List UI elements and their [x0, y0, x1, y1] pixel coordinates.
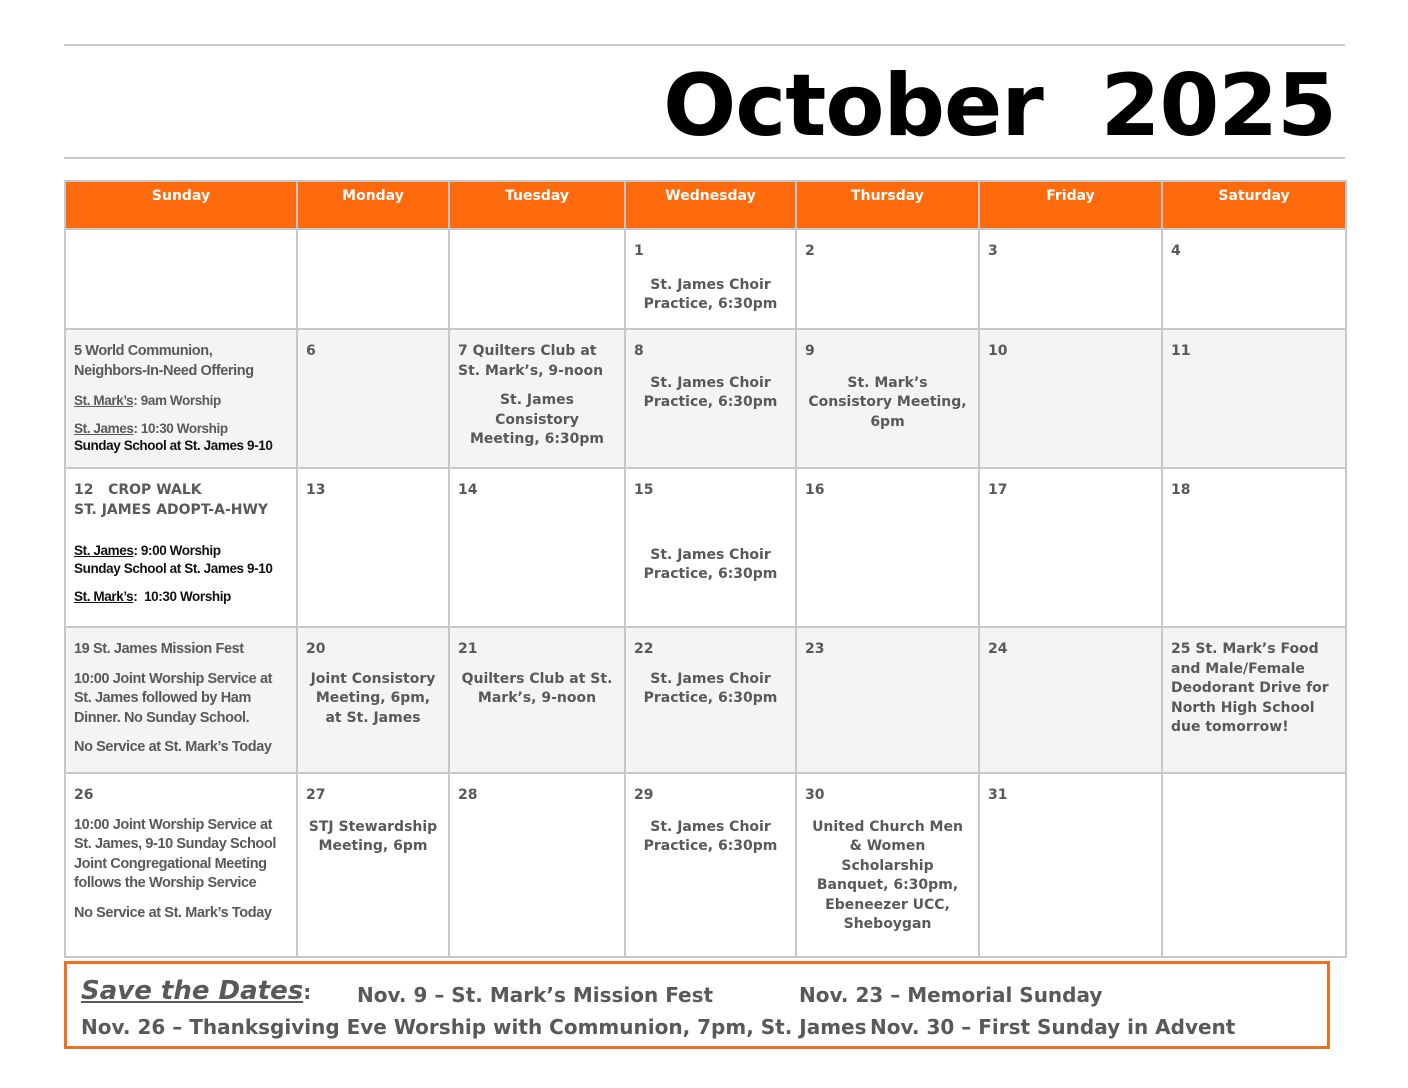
day-number: 15 [634, 482, 654, 498]
save-date-item: Nov. 30 – First Sunday in Advent [870, 1015, 1236, 1039]
day-cell-30 [796, 773, 979, 957]
event-text: No Service at St. Mark’s Today [74, 739, 272, 755]
day-cell-empty [449, 229, 625, 329]
day-number: 22 [634, 641, 654, 657]
day-number: 21 [458, 641, 478, 657]
worship-time: : 10:30 Worship [133, 420, 228, 436]
day-number: 29 [634, 787, 654, 803]
day-cell-25 [1162, 627, 1346, 773]
day-number: 24 [988, 641, 1008, 657]
event-text: St. James Choir Practice, 6:30pm [643, 818, 778, 854]
event-text: St. James Consistory Meeting, 6:30pm [469, 392, 605, 447]
day-title: 12 CROP WALK [74, 482, 202, 498]
calendar-grid [64, 180, 1347, 958]
save-the-dates-box [64, 961, 1330, 1049]
day-number: 26 [74, 787, 94, 803]
bottom-rule [64, 157, 1345, 159]
day-number: 11 [1171, 343, 1191, 359]
save-date-item: Nov. 9 – St. Mark’s Mission Fest [357, 983, 714, 1007]
day-cell-3 [979, 229, 1162, 329]
week-row-1 [65, 229, 1346, 329]
day-cell-5 [65, 329, 297, 468]
weekday-monday: Monday [297, 181, 449, 229]
day-cell-19 [65, 627, 297, 773]
day-number: 10 [988, 343, 1008, 359]
day-number: 23 [805, 641, 825, 657]
church-name: St. James [74, 420, 134, 436]
day-number: 3 [988, 243, 998, 259]
church-name: St. Mark’s [74, 589, 134, 604]
event-text: St. James Choir Practice, 6:30pm [643, 670, 778, 706]
day-number: 27 [306, 787, 326, 803]
day-number: 13 [306, 482, 326, 498]
day-cell-14 [449, 468, 625, 627]
day-cell-28 [449, 773, 625, 957]
save-the-dates-heading: Save the Dates [81, 976, 304, 1006]
sunday-school-line: Sunday School at St. James 9-10 [74, 437, 273, 453]
church-name: St. James [74, 543, 134, 558]
day-title: 5 World Communion, Neighbors-In-Need Offering [74, 343, 254, 379]
day-cell-27 [297, 773, 449, 957]
event-text: 10:00 Joint Worship Service at St. James, 9-10 Sunday School [74, 816, 276, 852]
day-cell-24 [979, 627, 1162, 773]
sunday-school-line: Sunday School at St. James 9-10 [74, 561, 273, 576]
day-number: 30 [805, 787, 825, 803]
church-name: St. Mark’s [74, 393, 134, 408]
week-row-3 [65, 468, 1346, 627]
weekday-tuesday: Tuesday [449, 181, 625, 229]
day-number: 1 [634, 243, 644, 259]
day-cell-10 [979, 329, 1162, 468]
weekday-wednesday: Wednesday [625, 181, 796, 229]
day-cell-15 [625, 468, 796, 627]
weekday-friday: Friday [979, 181, 1162, 229]
day-cell-17 [979, 468, 1162, 627]
weekday-saturday: Saturday [1162, 181, 1346, 229]
event-text: 10:00 Joint Worship Service at St. James followed by Ham Dinner. No Sunday School. [74, 670, 273, 726]
day-number: 16 [805, 482, 825, 498]
event-text: Joint Congregational Meeting follows the Worship Service [74, 855, 267, 891]
month-title: October 2025 [663, 56, 1336, 156]
day-number: 17 [988, 482, 1008, 498]
event-text: St. James Choir Practice, 6:30pm [643, 546, 778, 582]
save-date-item: Nov. 26 – Thanksgiving Eve Worship with Communion, 7pm, St. James [81, 1015, 867, 1039]
day-cell-20 [297, 627, 449, 773]
day-cell-8 [625, 329, 796, 468]
worship-time: : 9:00 Worship [133, 543, 221, 558]
weekday-header-row [65, 181, 1346, 229]
save-the-dates-label [81, 976, 311, 1006]
worship-time: : 10:30 Worship [133, 589, 231, 604]
worship-line [74, 542, 288, 560]
day-number: 14 [458, 482, 478, 498]
worship-line [74, 391, 288, 411]
day-subtitle: ST. JAMES ADOPT-A-HWY [74, 501, 269, 518]
weekday-thursday: Thursday [796, 181, 979, 229]
day-cell-22 [625, 627, 796, 773]
day-number: 4 [1171, 243, 1181, 259]
day-cell-11 [1162, 329, 1346, 468]
day-title: 25 St. Mark’s Food and Male/Female Deodorant Drive for North High School due tomorrow! [1171, 641, 1329, 735]
week-row-4 [65, 627, 1346, 773]
event-text: Joint Consistory Meeting, 6pm, at St. James [310, 670, 436, 726]
worship-line [74, 421, 288, 437]
day-cell-13 [297, 468, 449, 627]
save-the-dates-colon: : [303, 980, 312, 1004]
day-cell-12 [65, 468, 297, 627]
day-cell-1 [625, 229, 796, 329]
day-cell-26 [65, 773, 297, 957]
day-cell-31 [979, 773, 1162, 957]
day-cell-23 [796, 627, 979, 773]
day-number: 8 [634, 343, 644, 359]
day-cell-2 [796, 229, 979, 329]
top-rule [64, 44, 1345, 46]
day-number: 20 [306, 641, 326, 657]
day-cell-29 [625, 773, 796, 957]
day-cell-6 [297, 329, 449, 468]
week-row-5 [65, 773, 1346, 957]
week-row-2 [65, 329, 1346, 468]
day-cell-empty [297, 229, 449, 329]
day-cell-4 [1162, 229, 1346, 329]
event-text: St. James Choir Practice, 6:30pm [643, 276, 778, 312]
day-number: 9 [805, 343, 815, 359]
day-cell-empty [65, 229, 297, 329]
day-number: 2 [805, 243, 815, 259]
event-text: St. Mark’s Consistory Meeting, 6pm [808, 374, 967, 430]
worship-line [74, 588, 288, 606]
day-number: 6 [306, 343, 316, 359]
day-cell-16 [796, 468, 979, 627]
weekday-sunday: Sunday [65, 181, 297, 229]
event-text: United Church Men & Women Scholarship Banquet, 6:30pm, Ebeneezer UCC, Sheboygan [812, 818, 963, 932]
day-cell-18 [1162, 468, 1346, 627]
day-cell-empty [1162, 773, 1346, 957]
day-cell-21 [449, 627, 625, 773]
day-number: 18 [1171, 482, 1191, 498]
event-text: STJ Stewardship Meeting, 6pm [308, 818, 438, 854]
day-title: 19 St. James Mission Fest [74, 641, 244, 657]
event-text: Quilters Club at St. Mark’s, 9-noon [461, 670, 613, 706]
event-text: St. James Choir Practice, 6:30pm [643, 374, 778, 410]
day-title: 7 Quilters Club at St. Mark’s, 9-noon [458, 343, 604, 379]
day-number: 28 [458, 787, 478, 803]
day-cell-7 [449, 329, 625, 468]
event-text: No Service at St. Mark’s Today [74, 904, 272, 921]
day-number: 31 [988, 787, 1008, 803]
day-cell-9 [796, 329, 979, 468]
worship-time: : 9am Worship [133, 393, 221, 408]
save-date-item: Nov. 23 – Memorial Sunday [799, 983, 1103, 1007]
